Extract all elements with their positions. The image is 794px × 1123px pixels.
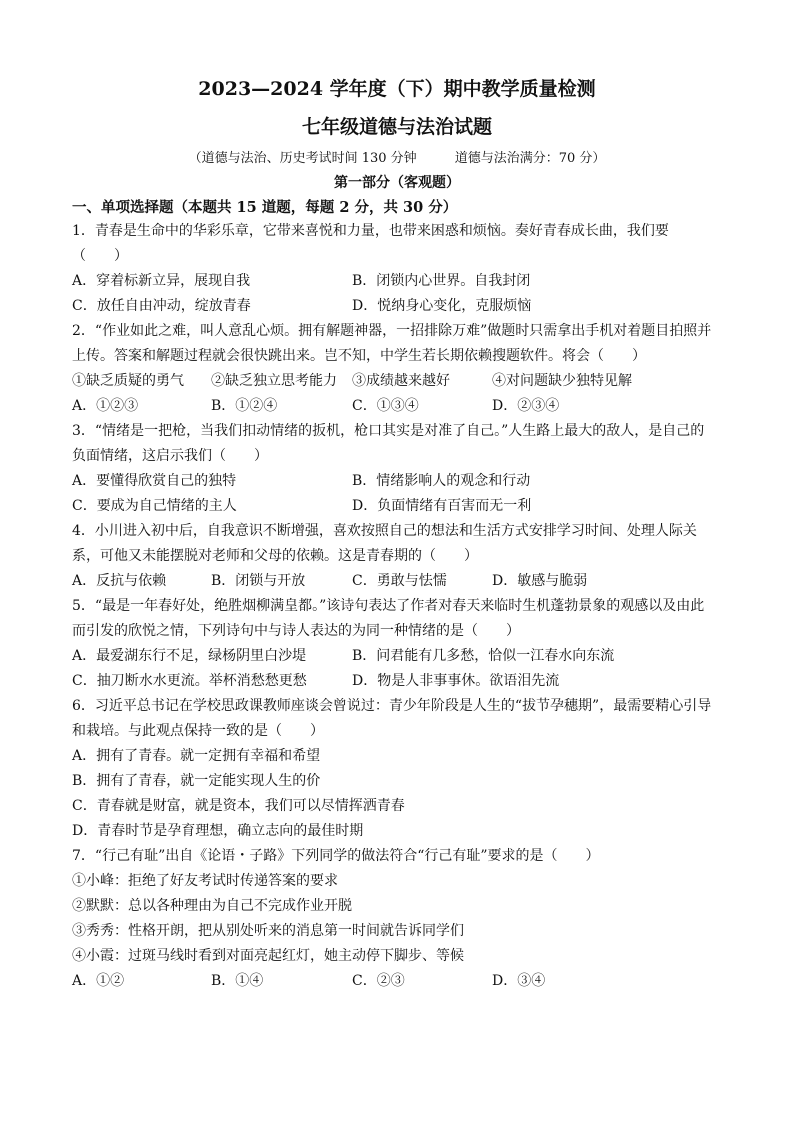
part-title: 第一部分（客观题） — [334, 175, 460, 191]
question-2-statement-1: ①缺乏质疑的勇气 — [72, 373, 184, 389]
question-2-statement-3: ③成绩越来越好 — [352, 373, 450, 389]
exam-info — [0, 147, 794, 166]
question-1-option-b: B．闭锁内心世界。自我封闭 — [352, 273, 531, 289]
question-2-option-a: A．①②③ — [72, 398, 139, 414]
question-2-stem-cont: 上传。答案和解题过程就会很快跳出来。岂不知，中学生若长期依赖搜题软件。将会（ ） — [72, 348, 646, 364]
question-3-stem-cont: 负面情绪，这启示我们（ ） — [72, 448, 268, 464]
question-6-stem: 6．习近平总书记在学校思政课教师座谈会曾说过：青少年阶段是人生的“拔节孕穗期”，最需要精心引导 — [72, 698, 712, 714]
question-7-option-c: C．②③ — [352, 973, 405, 989]
question-4-stem-cont: 系，可他又未能摆脱对老师和父母的依赖。这是青春期的（ ） — [72, 548, 478, 564]
question-3-stem: 3．“情绪是一把枪，当我们扣动情绪的扳机，枪口其实是对准了自己。”人生路上最大的敌人，是自己的 — [72, 423, 705, 439]
question-1-option-c: C．放任自由冲动，绽放青春 — [72, 298, 251, 314]
exam-time: （道德与法治、历史考试时间 130 分钟 — [188, 151, 417, 166]
question-2-option-c: C．①③④ — [352, 398, 419, 414]
exam-subject-title: 七年级道德与法治试题 — [301, 116, 492, 138]
full-score: 道德与法治满分：70 分） — [454, 151, 606, 166]
question-5-option-d: D．物是人非事事休。欲语泪先流 — [352, 673, 560, 689]
question-6-stem-cont: 和栽培。与此观点保持一致的是（ ） — [72, 723, 324, 739]
question-7-option-a: A．①② — [72, 973, 125, 989]
question-4-option-c: C．勇敢与怯懦 — [352, 573, 447, 589]
question-3-option-b: B．情绪影响人的观念和行动 — [352, 473, 531, 489]
question-2-stem: 2．“作业如此之难，叫人意乱心烦。拥有解题神器，一招排除万难”做题时只需拿出手机对着题目拍照并 — [72, 323, 712, 339]
exam-title: 2023—2024 学年度（下）期中教学质量检测 — [198, 78, 596, 100]
question-4-option-a: A．反抗与依赖 — [72, 573, 167, 589]
question-4-option-b: B．闭锁与开放 — [211, 573, 306, 589]
question-6-option-b: B．拥有了青春，就一定能实现人生的价 — [72, 773, 321, 789]
question-6-option-c: C．青春就是财富，就是资本，我们可以尽情挥洒青春 — [72, 798, 405, 814]
question-1-option-d: D．悦纳身心变化，克服烦恼 — [352, 298, 532, 314]
question-3-option-d: D．负面情绪有百害而无一利 — [352, 498, 532, 514]
question-7-statement-2: ②默默：总以各种理由为自己不完成作业开脱 — [72, 898, 352, 914]
question-1-option-a: A．穿着标新立异，展现自我 — [72, 273, 251, 289]
question-2-statement-4: ④对问题缺少独特见解 — [492, 373, 632, 389]
section-title: 一、单项选择题（本题共 15 道题，每题 2 分，共 30 分） — [72, 199, 458, 216]
question-3-option-c: C．要成为自己情绪的主人 — [72, 498, 237, 514]
question-5-stem: 5．“最是一年春好处，绝胜烟柳满皇都。”该诗句表达了作者对春天来临时生机蓬勃景象的观感以及由此 — [72, 598, 705, 614]
question-7-statement-3: ③秀秀：性格开朗，把从别处听来的消息第一时间就告诉同学们 — [72, 923, 464, 939]
question-1-stem-cont: （ ） — [72, 248, 128, 264]
question-2-option-d: D．②③④ — [492, 398, 560, 414]
question-5-option-a: A．最爱湖东行不足，绿杨阴里白沙堤 — [72, 648, 307, 664]
question-7-stem: 7．“行己有耻”出自《论语・子路》下列同学的做法符合“行己有耻”要求的是（ ） — [72, 848, 600, 864]
question-1-stem: 1．青春是生命中的华彩乐章，它带来喜悦和力量，也带来困惑和烦恼。奏好青春成长曲，我们要 — [72, 223, 669, 239]
question-2-statement-2: ②缺乏独立思考能力 — [211, 373, 337, 389]
question-5-stem-cont: 而引发的欣悦之情，下列诗句中与诗人表达的为同一种情绪的是（ ） — [72, 623, 520, 639]
question-4-option-d: D．敏感与脆弱 — [492, 573, 588, 589]
question-7-statement-1: ①小峰：拒绝了好友考试时传递答案的要求 — [72, 873, 338, 889]
question-7-statement-4: ④小霞：过斑马线时看到对面亮起红灯，她主动停下脚步、等候 — [72, 948, 464, 964]
question-5-option-c: C．抽刀断水水更流。举杯消愁愁更愁 — [72, 673, 307, 689]
question-2-option-b: B．①②④ — [211, 398, 278, 414]
question-7-option-d: D．③④ — [492, 973, 546, 989]
question-7-option-b: B．①④ — [211, 973, 264, 989]
question-3-option-a: A．要懂得欣赏自己的独特 — [72, 473, 237, 489]
question-6-option-d: D．青春时节是孕育理想，确立志向的最佳时期 — [72, 823, 364, 839]
question-6-option-a: A．拥有了青春。就一定拥有幸福和希望 — [72, 748, 321, 764]
question-4-stem: 4．小川进入初中后，自我意识不断增强，喜欢按照自己的想法和生活方式安排学习时间、处理人际关 — [72, 523, 697, 539]
question-5-option-b: B．问君能有几多愁，恰似一江春水向东流 — [352, 648, 615, 664]
